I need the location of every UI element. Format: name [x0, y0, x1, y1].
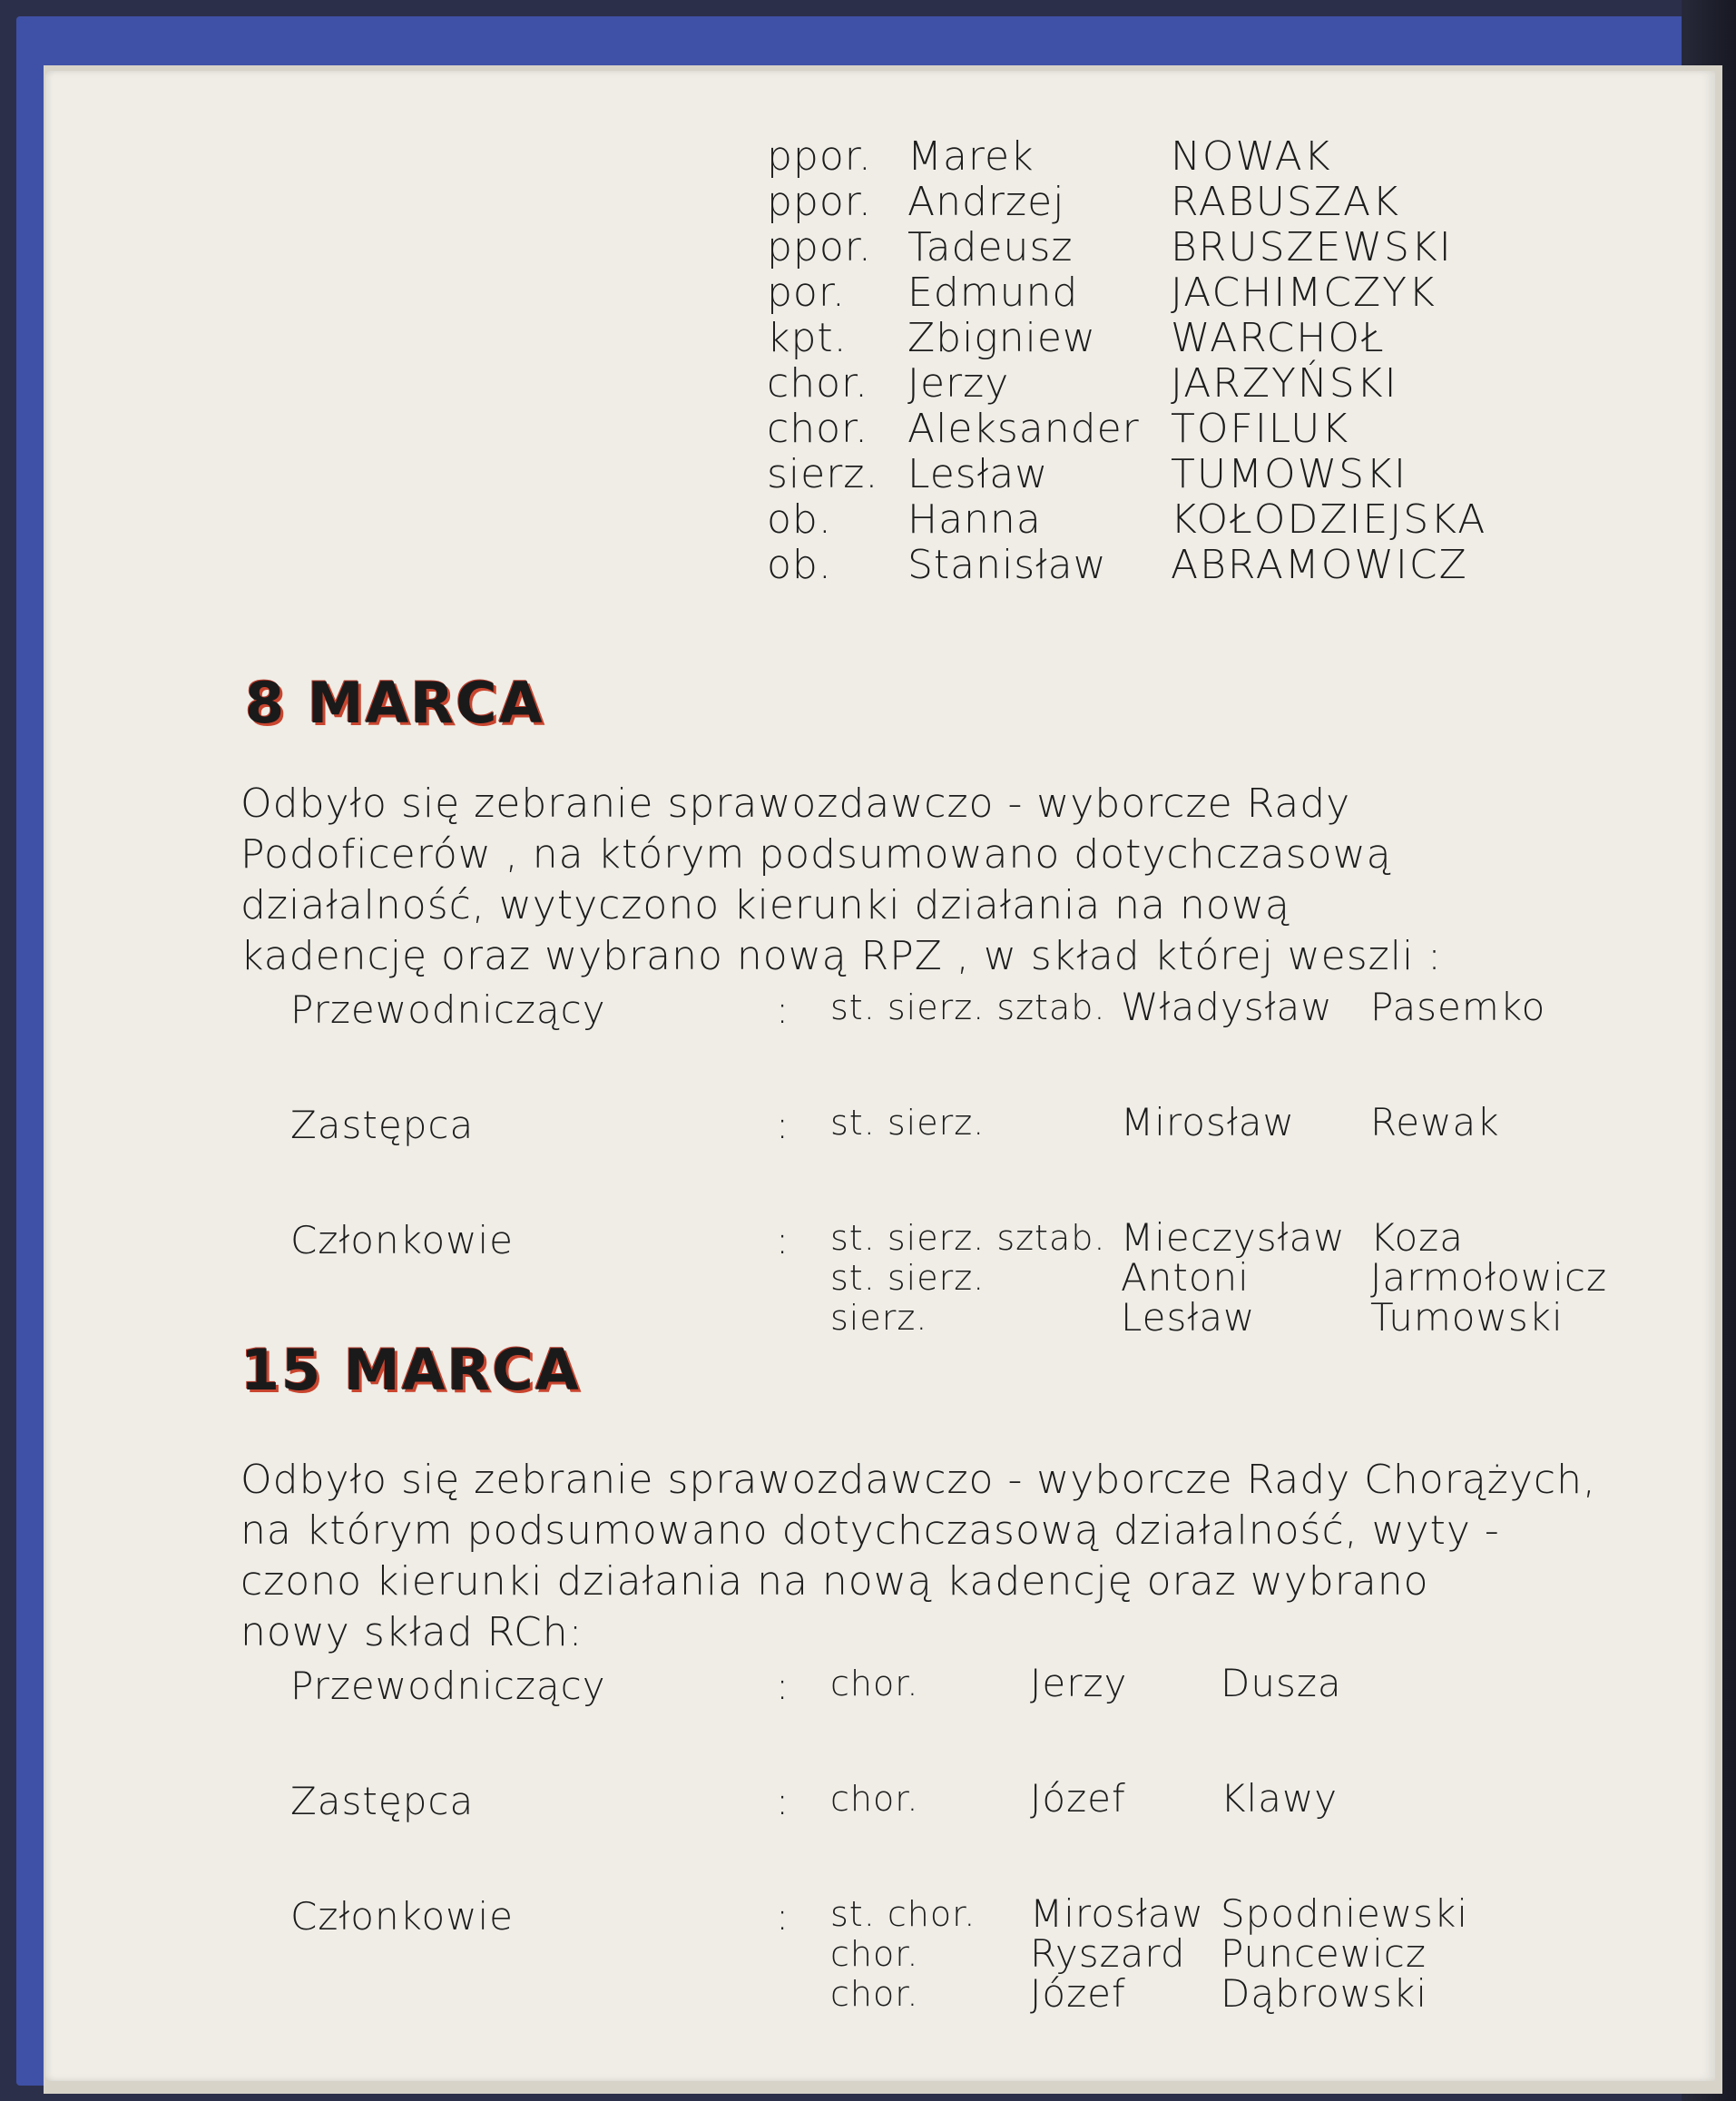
roster-first-name: Zbigniew — [907, 315, 1096, 361]
roster-row — [767, 180, 1486, 225]
member-first-name: Antoni — [1121, 1255, 1250, 1300]
member-last-name: Pasemko — [1370, 985, 1546, 1029]
board-colon: : — [776, 1779, 790, 1823]
roster-row — [767, 543, 1486, 588]
member-rank: chor. — [830, 1974, 919, 2014]
paragraph-line: kadencję oraz wybrano nową RPZ , w skład której weszli : — [240, 933, 1442, 979]
roster-first-name: Andrzej — [907, 179, 1065, 225]
member-rank: chor. — [830, 1664, 919, 1703]
paragraph-line: nowy skład RCh: — [240, 1609, 584, 1655]
roster-last-name: WARCHOŁ — [1171, 315, 1386, 361]
roster-row — [767, 270, 1486, 316]
roster-first-name: Tadeusz — [907, 224, 1074, 270]
member-rank: sierz. — [830, 1298, 928, 1338]
member-first-name: Władysław — [1121, 985, 1333, 1029]
board-row-chairman — [290, 987, 1607, 1032]
member-first-name: Józef — [1030, 1971, 1126, 2016]
roster-last-name: RABUSZAK — [1171, 179, 1400, 225]
roster-rank: sierz. — [767, 451, 879, 497]
board-row-deputy — [290, 1100, 1607, 1147]
member-rank: st. sierz. — [830, 1258, 986, 1298]
member-last-name: Dąbrowski — [1221, 1971, 1428, 2016]
section-heading-15-marca: 15 MARCA — [240, 1337, 581, 1403]
paragraph-line: Odbyło się zebranie sprawozdawczo - wyborcze Rady — [240, 781, 1351, 827]
board-role: Przewodniczący — [290, 987, 606, 1032]
roster-row — [767, 134, 1486, 180]
paragraph-line: czono kierunki działania na nową kadencję oraz wybrano — [240, 1558, 1429, 1605]
member-rank: chor. — [830, 1934, 919, 1974]
board-colon: : — [776, 1103, 790, 1147]
board-colon: : — [776, 1894, 790, 1939]
board-row-members — [290, 1891, 1469, 2016]
member-first-name: Jerzy — [1030, 1661, 1128, 1705]
section-2-paragraph — [240, 1455, 1729, 1658]
section-1-paragraph — [240, 779, 1729, 982]
board-colon: : — [776, 1664, 790, 1708]
roster-last-name: ABRAMOWICZ — [1171, 542, 1468, 588]
member-last-name: Spodniewski — [1221, 1891, 1469, 1936]
roster-last-name: BRUSZEWSKI — [1171, 224, 1453, 270]
roster-row — [767, 225, 1486, 270]
member-first-name: Ryszard — [1030, 1931, 1186, 1976]
member-last-name: Rewak — [1370, 1100, 1500, 1144]
board-row-deputy — [290, 1776, 1468, 1823]
paragraph-line: na którym podsumowano dotychczasową działalność, wyty - — [240, 1507, 1500, 1554]
paragraph-line: działalność, wytyczono kierunki działania na nową — [240, 882, 1290, 928]
member-rank: st. sierz. sztab. — [830, 987, 1106, 1027]
board-colon: : — [776, 1218, 790, 1262]
member-last-name: Jarmołowicz — [1370, 1255, 1608, 1300]
document-page — [45, 71, 1715, 2081]
roster-first-name: Jerzy — [907, 360, 1010, 407]
rch-board-table — [290, 1661, 1469, 2016]
roster-first-name: Aleksander — [907, 406, 1140, 452]
member-rank: st. sierz. sztab. — [830, 1218, 1106, 1258]
roster-list — [767, 134, 1486, 588]
roster-row — [767, 497, 1486, 543]
section-heading-8-marca: 8 MARCA — [245, 670, 544, 736]
roster-rank: kpt. — [767, 315, 848, 361]
board-row-chairman — [290, 1661, 1468, 1708]
roster-last-name: NOWAK — [1171, 133, 1332, 180]
roster-rank: ppor. — [767, 224, 872, 270]
roster-last-name: KOŁODZIEJSKA — [1171, 496, 1487, 543]
roster-first-name: Stanisław — [907, 542, 1107, 588]
paragraph-line: Podoficerów , na którym podsumowano dotychczasową — [240, 831, 1392, 878]
roster-first-name: Edmund — [907, 270, 1079, 316]
roster-row — [767, 407, 1486, 452]
board-colon: : — [776, 987, 790, 1032]
board-role: Przewodniczący — [290, 1664, 606, 1708]
roster-first-name: Hanna — [907, 496, 1042, 543]
member-first-name: Mirosław — [1030, 1891, 1204, 1936]
roster-rank: ob. — [767, 496, 832, 543]
roster-rank: ob. — [767, 542, 832, 588]
board-role: Zastępca — [290, 1779, 475, 1823]
member-rank: st. sierz. — [830, 1103, 986, 1143]
board-role: Członkowie — [290, 1894, 515, 1939]
roster-last-name: TOFILUK — [1171, 406, 1350, 452]
roster-rank: por. — [767, 270, 846, 316]
member-rank: st. chor. — [830, 1894, 976, 1934]
member-last-name: Koza — [1370, 1215, 1464, 1260]
roster-last-name: TUMOWSKI — [1171, 451, 1407, 497]
roster-rank: ppor. — [767, 133, 872, 180]
roster-row — [767, 452, 1486, 497]
roster-first-name: Marek — [907, 133, 1035, 180]
member-last-name: Puncewicz — [1221, 1931, 1427, 1976]
member-last-name: Dusza — [1221, 1661, 1342, 1705]
roster-last-name: JARZYŃSKI — [1171, 360, 1398, 407]
member-last-name: Klawy — [1221, 1776, 1339, 1821]
member-first-name: Lesław — [1121, 1295, 1256, 1340]
roster-last-name: JACHIMCZYK — [1171, 270, 1437, 316]
board-role: Zastępca — [290, 1103, 475, 1147]
member-rank: chor. — [830, 1779, 919, 1819]
roster-rank: ppor. — [767, 179, 872, 225]
member-first-name: Mieczysław — [1121, 1215, 1346, 1260]
member-last-name: Tumowski — [1370, 1295, 1564, 1340]
roster-rank: chor. — [767, 406, 869, 452]
paragraph-line: Odbyło się zebranie sprawozdawczo - wyborcze Rady Chorążych, — [240, 1457, 1596, 1503]
board-role: Członkowie — [290, 1218, 515, 1262]
board-row-members — [290, 1215, 1608, 1340]
roster-first-name: Lesław — [907, 451, 1049, 497]
roster-row — [767, 361, 1486, 407]
rpz-board-table — [290, 987, 1607, 1338]
roster-rank: chor. — [767, 360, 869, 407]
member-first-name: Józef — [1030, 1776, 1126, 1821]
member-first-name: Mirosław — [1121, 1100, 1295, 1144]
roster-row — [767, 316, 1486, 361]
